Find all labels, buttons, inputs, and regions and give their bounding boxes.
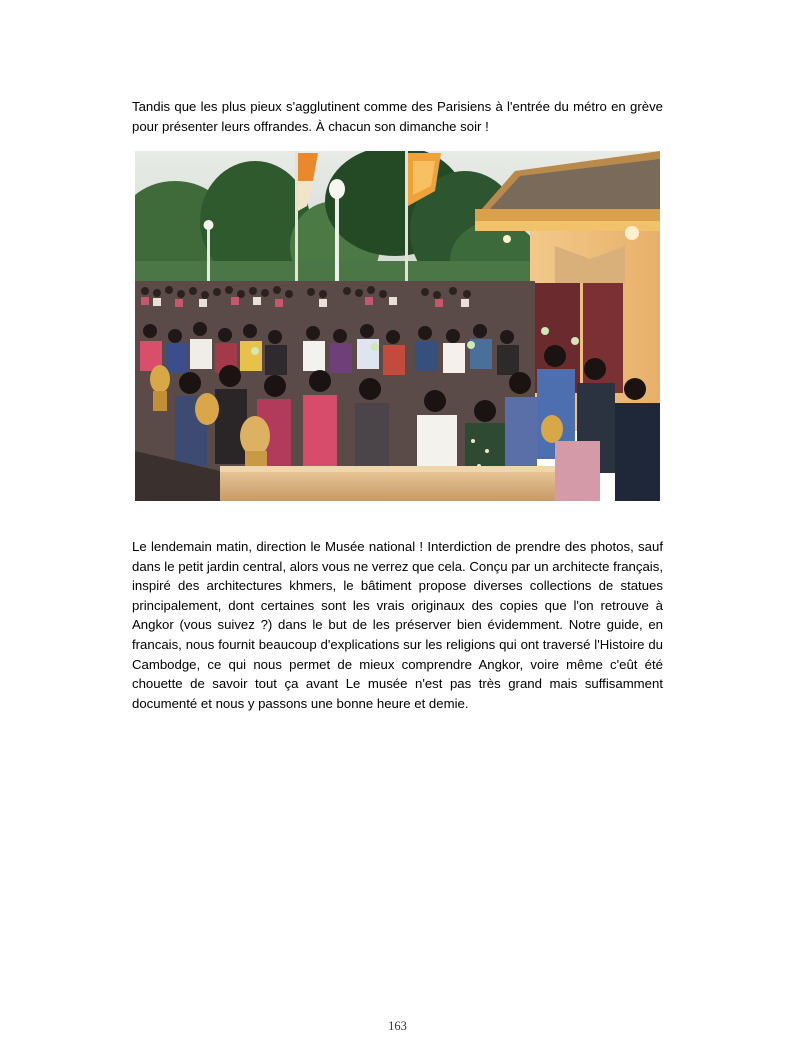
photo-illustration	[135, 151, 660, 501]
paragraph-offerings: Tandis que les plus pieux s'agglutinent comme des Parisiens à l'entrée du métro en grève pour présenter leurs offrandes. À chacun son dimanche soir !	[132, 99, 663, 134]
paragraph-national-museum: Le lendemain matin, direction le Musée national ! Interdiction de prendre des photos, sauf dans le petit jardin central, alors vous ne verrez que cela. Conçu par un architecte français, inspiré des architectures khmers, le bâtiment propose diverses collections de statues principalement, dont certaines sont les vrais originaux des copies que l'on retrouve à Angkor (vous suivez ?) dans le but de les préserver bien évidemment. Notre guide, en francais, nous fournit beaucoup d'explications sur les religions qui ont traversé l'Histoire du Cambodge, ce qui nous permet de mieux comprendre Angkor, voire même c'eût été chouette de savoir tout ça avant Le musée n'est pas très grand mais suffisamment documenté et nous y passons une bonne heure et demie.	[132, 539, 663, 711]
temple-crowd-photo	[135, 151, 660, 501]
page-number: 163	[388, 1019, 407, 1033]
